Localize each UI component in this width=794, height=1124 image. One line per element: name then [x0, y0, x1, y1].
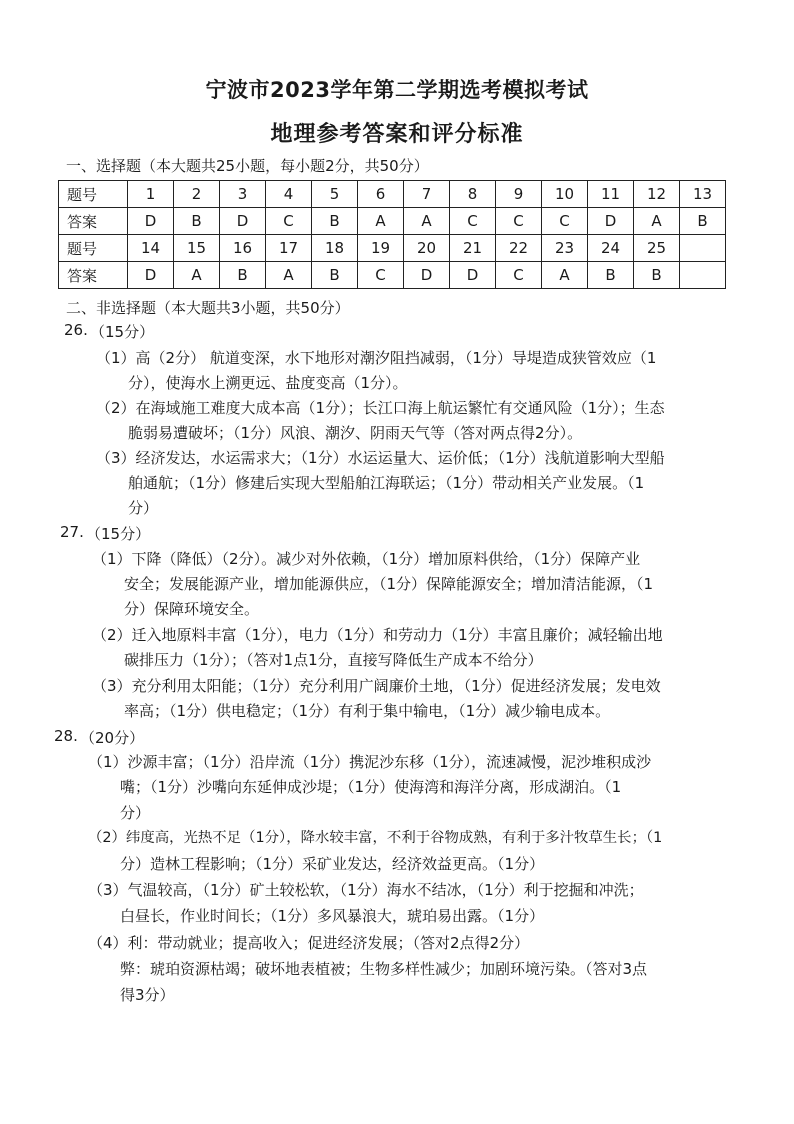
question-26-label: 26. [64, 321, 88, 339]
answer-cell: D [220, 208, 266, 235]
question-number-cell: 4 [266, 181, 312, 208]
answer-line: 分）造林工程影响；（1分）采矿业发达，经济效益更高。（1分） [120, 855, 545, 873]
answer-line: （3）充分利用太阳能；（1分）充分利用广阔廉价土地，（1分）促进经济发展；发电效 [92, 677, 661, 695]
answer-cell: B [174, 208, 220, 235]
row-label: 题号 [59, 235, 128, 262]
question-number-cell: 11 [588, 181, 634, 208]
question-number-cell: 5 [312, 181, 358, 208]
answer-cell: C [450, 208, 496, 235]
section1-heading: 一、选择题（本大题共25小题，每小题2分，共50分） [66, 157, 429, 175]
answer-line: 得3分） [120, 986, 175, 1004]
question-number-cell: 18 [312, 235, 358, 262]
answer-cell: B [588, 262, 634, 289]
question-number-cell: 12 [634, 181, 680, 208]
answer-line: 白昼长，作业时间长；（1分）多风暴浪大，琥珀易出露。（1分） [120, 907, 545, 925]
question-number-cell: 14 [128, 235, 174, 262]
answer-line: （1）沙源丰富；（1分）沿岸流（1分）携泥沙东移（1分），流速减慢，泥沙堆积成沙 [88, 753, 652, 771]
answer-cell: C [358, 262, 404, 289]
section2-heading: 二、非选择题（本大题共3小题，共50分） [66, 299, 350, 317]
answer-line: 安全；发展能源产业，增加能源供应，（1分）保障能源安全；增加清洁能源，（1 [124, 575, 654, 593]
answer-cell: B [634, 262, 680, 289]
answer-cell: C [496, 262, 542, 289]
answer-cell: B [220, 262, 266, 289]
answer-cell: A [634, 208, 680, 235]
answer-table [58, 180, 726, 289]
answer-cell: B [312, 208, 358, 235]
question-28-label: 28. [54, 727, 78, 745]
row-label: 题号 [59, 181, 128, 208]
answer-line: 弊：琥珀资源枯竭；破坏地表植被；生物多样性减少；加剧环境污染。（答对3点 [120, 960, 648, 978]
answer-cell: A [266, 262, 312, 289]
question-number-cell: 9 [496, 181, 542, 208]
question-number-cell: 15 [174, 235, 220, 262]
answer-line: （1）高（2分） 航道变深，水下地形对潮汐阻挡减弱，（1分）导堤造成狭管效应（1 [96, 349, 657, 367]
question-number-cell: 20 [404, 235, 450, 262]
question-number-cell: 25 [634, 235, 680, 262]
answer-cell: D [404, 262, 450, 289]
answer-cell: B [680, 208, 726, 235]
document-subtitle: 地理参考答案和评分标准 [270, 122, 524, 147]
table-row [59, 262, 726, 289]
question-number-cell: 6 [358, 181, 404, 208]
answer-cell [680, 262, 726, 289]
answer-line: （1）下降（降低）（2分）。减少对外依赖，（1分）增加原料供给，（1分）保障产业 [92, 550, 641, 568]
answer-cell: A [174, 262, 220, 289]
answer-cell: A [404, 208, 450, 235]
answer-line: 分）保障环境安全。 [124, 600, 260, 618]
answer-line: （4）利：带动就业；提高收入；促进经济发展；（答对2点得2分） [88, 934, 530, 952]
answer-cell: B [312, 262, 358, 289]
answer-line: 分） [120, 804, 151, 822]
question-number-cell [680, 235, 726, 262]
answer-line: 脆弱易遭破坏；（1分）风浪、潮汐、阴雨天气等（答对两点得2分）。 [128, 424, 583, 442]
answer-line: 嘴；（1分）沙嘴向东延伸成沙堤；（1分）使海湾和海洋分离，形成湖泊。（1 [120, 778, 622, 796]
answer-cell: D [128, 208, 174, 235]
answer-line: （3）经济发达，水运需求大；（1分）水运运量大、运价低；（1分）浅航道影响大型船 [96, 449, 665, 467]
answer-cell: C [542, 208, 588, 235]
table-row [59, 208, 726, 235]
question-number-cell: 13 [680, 181, 726, 208]
answer-line: （2）迁入地原料丰富（1分），电力（1分）和劳动力（1分）丰富且廉价；减轻输出地 [92, 626, 663, 644]
answer-line: （3）气温较高，（1分）矿土较松软，（1分）海水不结冰，（1分）利于挖掘和冲洗； [88, 881, 644, 899]
answer-line: 分），使海水上溯更远、盐度变高（1分）。 [128, 374, 408, 392]
answer-cell: D [588, 208, 634, 235]
question-number-cell: 23 [542, 235, 588, 262]
answer-cell: C [266, 208, 312, 235]
question-26-score: （15分） [90, 323, 155, 341]
question-number-cell: 19 [358, 235, 404, 262]
question-number-cell: 16 [220, 235, 266, 262]
question-number-cell: 8 [450, 181, 496, 208]
answer-line: 舶通航；（1分）修建后实现大型船舶江海联运；（1分）带动相关产业发展。（1 [128, 474, 645, 492]
question-number-cell: 7 [404, 181, 450, 208]
answer-line: 碳排压力（1分）；（答对1点1分，直接写降低生产成本不给分） [124, 651, 543, 669]
question-number-cell: 21 [450, 235, 496, 262]
answer-line: 率高；（1分）供电稳定；（1分）有利于集中输电，（1分）减少输电成本。 [124, 702, 611, 720]
question-27-score: （15分） [86, 525, 151, 543]
answer-line: （2）纬度高，光热不足（1分），降水较丰富，不利于谷物成熟，有利于多汁牧草生长；（1 [88, 830, 663, 846]
question-number-cell: 17 [266, 235, 312, 262]
table-row [59, 181, 726, 208]
question-number-cell: 24 [588, 235, 634, 262]
question-number-cell: 2 [174, 181, 220, 208]
question-number-cell: 10 [542, 181, 588, 208]
row-label: 答案 [59, 208, 128, 235]
exam-title: 宁波市2023学年第二学期选考模拟考试 [205, 78, 589, 102]
answer-cell: C [496, 208, 542, 235]
answer-cell: D [128, 262, 174, 289]
question-number-cell: 1 [128, 181, 174, 208]
answer-cell: A [542, 262, 588, 289]
answer-cell: A [358, 208, 404, 235]
question-number-cell: 3 [220, 181, 266, 208]
row-label: 答案 [59, 262, 128, 289]
answer-cell: D [450, 262, 496, 289]
table-row [59, 235, 726, 262]
question-28-score: （20分） [80, 729, 145, 747]
answer-line: （2）在海域施工难度大成本高（1分）；长江口海上航运繁忙有交通风险（1分）；生态 [96, 399, 665, 417]
answer-line: 分） [128, 499, 159, 517]
question-27-label: 27. [60, 523, 84, 541]
question-number-cell: 22 [496, 235, 542, 262]
